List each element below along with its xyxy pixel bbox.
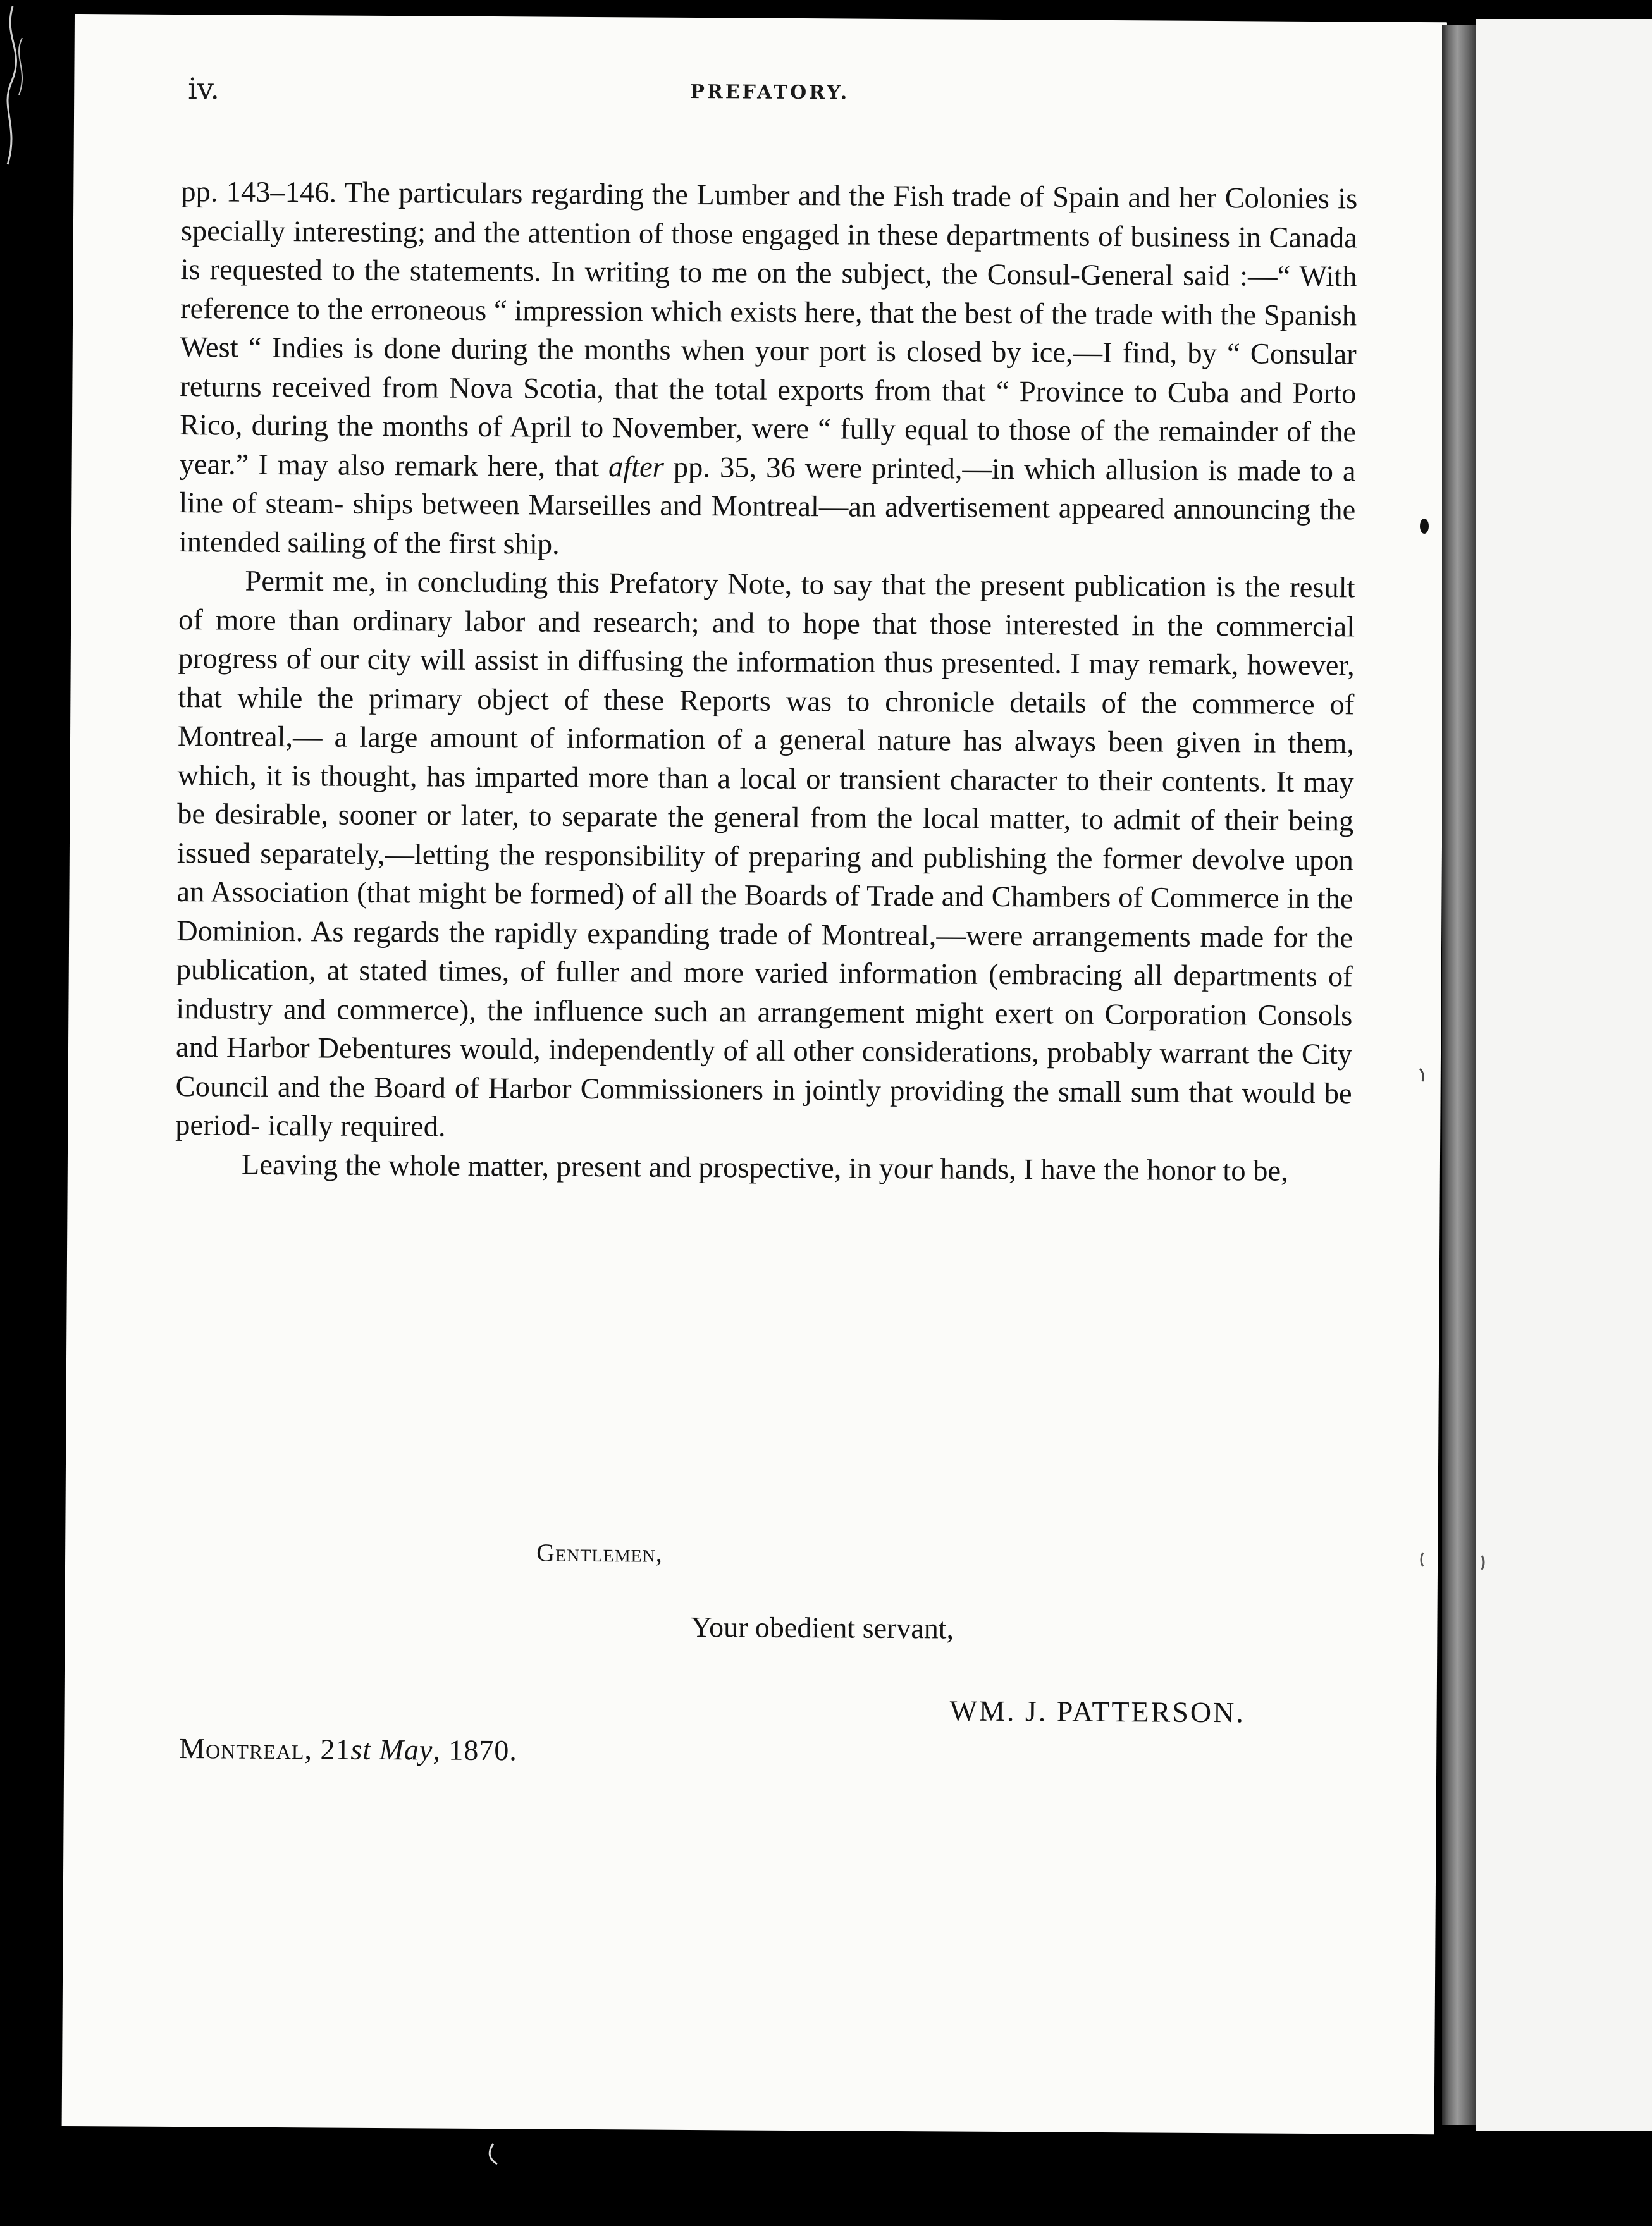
italic-word: after [608, 450, 665, 484]
text-line: ships between Marseilles and Montreal—an advertisement appeared announcing [352, 488, 1311, 526]
text-line: Permit me, in concluding this Prefatory Note, to say that the present [245, 565, 1066, 603]
dateline-month: May [379, 1733, 433, 1766]
text-line: ically required. [268, 1109, 446, 1143]
text-line: “ impression which exists here, that the best of the trade with the Spanish West [180, 294, 1357, 364]
text-line: and her Colonies is specially interesting; and the attention of those engaged in [180, 181, 1358, 252]
text-line: As regards the rapidly expanding trade of Montreal,—were arrangements made for [311, 915, 1308, 954]
text-line: all departments of industry and commerce), the influence such an arrangement [176, 959, 1353, 1030]
text-line: which, it is thought, has imparted more than a local or transient character to their [177, 759, 1153, 797]
text-line: a large amount of information of a general nature has always been given in them, [334, 721, 1355, 760]
text-line: of preparing and publishing the former devolve upon an Association (that might be [176, 840, 1354, 911]
text-line: the information thus presented. I may remark, however, that while the primary [178, 645, 1355, 716]
text-line: that those interested in the commercial progress of our city will assist in diffusing [178, 608, 1355, 678]
text-line: the honor to be, [1103, 1153, 1288, 1188]
text-line: “ Indies is done during the months when your port is closed by ice,—I find, by [248, 331, 1217, 371]
signature: WM. J. PATTERSON. [949, 1694, 1245, 1729]
text-line: object of these Reports was to chronicle details of the commerce of Montreal,— [177, 683, 1355, 754]
text-line: “ Consular returns received from Nova Scotia, that the total exports from that [180, 338, 1357, 408]
dateline-year: , 1870. [433, 1733, 518, 1767]
text-line: the intended sailing of the first ship. [178, 494, 1356, 561]
text-line: local matter, to admit of their being issued separately,—letting the responsibility [176, 802, 1354, 873]
text-line: “ Province to Cuba and Porto Rico, during the months of April to November, were [179, 375, 1357, 446]
text-line: “ fully equal to those of the remainder of the year.” I may also remark here, [179, 413, 1357, 483]
text-line: the publication, at stated times, of fuller and more varied information (embracing [176, 921, 1353, 992]
text-line: might exert on Corporation Consols and Harbor Debentures would, independently [175, 997, 1353, 1067]
text-line: contents. It may be desirable, sooner or later, to separate the general from the [177, 765, 1354, 835]
text-line: that [555, 450, 609, 483]
salutation: Gentlemen, [536, 1538, 663, 1568]
text-line: these departments of business in Canada is requested to the statements. In writing [180, 219, 1358, 289]
running-title: PREFATORY. [690, 80, 850, 104]
text-line: Harbor Commissioners in jointly providing the small sum that would be period- [175, 1072, 1352, 1142]
text-line: of all other considerations, probably warrant the City Council and the Board of [175, 1035, 1353, 1105]
text-line: to me on the subject, the Consul-General said :—“ With reference to the erroneous [180, 256, 1357, 327]
page-number: iv. [188, 71, 220, 106]
dateline-day: , 21 [304, 1733, 351, 1766]
text-line: Leaving the whole matter, present and prospective, in your hands, I have [241, 1148, 1097, 1186]
text-line: pp. 143–146. The particulars regarding the Lumber and the Fish trade of Spain [181, 176, 1120, 214]
text-line: publication is the result of more than ordinary labor and research; and to hope [178, 570, 1355, 641]
valediction: Your obedient servant, [691, 1611, 954, 1645]
text-line: formed) of all the Boards of Trade and Chambers of Commerce in the Dominion. [176, 878, 1353, 948]
dateline-ordinal: st [350, 1733, 372, 1766]
dateline-place: Montreal [179, 1732, 305, 1766]
text-line: pp. 35, 36 were printed,—in which allusion is made to a line of steam- [179, 451, 1356, 520]
